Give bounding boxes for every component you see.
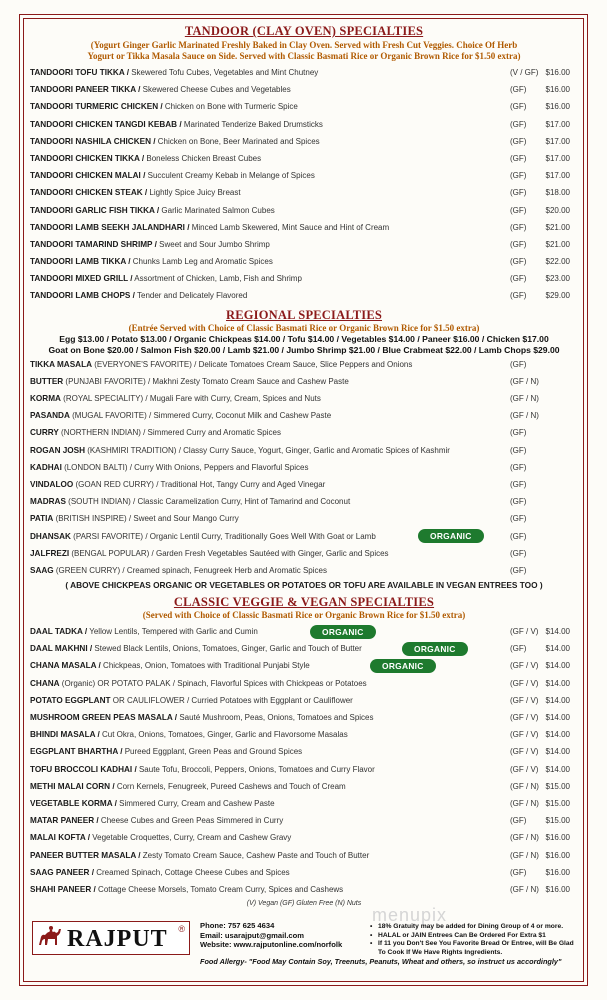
diet-tag: (GF) [510,153,527,163]
menu-item-row [30,133,578,150]
item-description: / Organic Lentil Curry, Traditionally Goes Well With Goat or Lamb [143,531,376,541]
item-name: MADRAS [30,497,66,507]
item-name: BUTTER [30,376,64,386]
organic-badge: ORGANIC [370,659,436,673]
item-description: Tender and Delicately Flavored [134,291,248,301]
item-description: Cottage Cheese Morsels, Tomato Cream Curry, Spices and Cashews [95,884,344,894]
item-name: KORMA [30,394,61,403]
item-description: Skewered Tofu Cubes, Vegetables and Mint Chutney [129,68,319,77]
item-description: Zesty Tomato Cream Sauce, Cashew Paste and Touch of Butter [140,850,370,860]
menu-item-row [30,864,578,881]
item-description: / Garden Fresh Vegetables Sautéed with Ginger, Garlic and Spices [149,548,389,558]
item-description: Creamed Spinach, Cottage Cheese Cubes and Spices [94,867,290,877]
item-description: / Sweet and Sour Mango Curry [126,514,239,524]
item-description: Chicken on Bone, Beer Marinated and Spices [155,136,320,146]
veggie-subtitle: (Served with Choice of Classic Basmati Rice or Organic Brown Rice for $1.50 extra) [142,610,466,621]
menu-item-row [30,64,578,81]
menu-item-row [30,442,578,459]
diet-tag: (GF / V) [510,661,539,671]
item-description: Skewered Cheese Cubes and Vegetables [140,85,291,95]
item-price: $20.00 [545,205,570,215]
menu-item-row [30,640,578,657]
item-description: Sauté Mushroom, Peas, Onions, Tomatoes and Spices [177,713,374,722]
diet-tag: (GF) [510,222,527,232]
item-name: TANDOORI LAMB SEEKH JALANDHARI / [30,222,190,232]
item-price: $21.00 [545,222,570,232]
menu-item-row [30,253,578,270]
diet-tag: (GF) [510,119,527,129]
item-price: $14.00 [545,747,570,757]
item-name: TANDOORI TOFU TIKKA / [30,68,129,77]
diet-tag: (GF) [510,359,527,369]
item-name: VEGETABLE KORMA / [30,798,117,808]
item-name: TANDOORI TAMARIND SHRIMP / [30,239,157,249]
regional-prices-line-2: Goat on Bone $20.00 / Salmon Fish $20.00 / Lamb $21.00 / Jumbo Shrimp $21.00 / Blue Crabmeat $22.00 / Lamb Chops $29.00 [48,344,560,355]
item-name: TANDOORI GARLIC FISH TIKKA / [30,205,160,215]
item-name: TANDOORI PANEER TIKKA / [30,85,141,95]
item-region: (SOUTH INDIAN) [65,497,131,507]
menu-item-row [30,743,578,760]
diet-tag: (GF / N) [510,798,539,808]
item-price: $16.00 [545,102,570,112]
item-region: (BENGAL POPULAR) [69,548,150,558]
diet-tag: (GF) [510,257,527,267]
item-price: $14.00 [545,730,570,740]
item-name: PASANDA [30,411,70,421]
footer [30,919,578,979]
item-price: $17.00 [545,119,570,129]
item-region: (NORTHERN INDIAN) [58,428,141,438]
website-link[interactable]: Website: www.rajputonline.com/norfolk [200,940,343,949]
item-description: Pureed Eggplant, Green Peas and Ground Spices [122,747,303,757]
diet-tag: (GF) [510,514,527,524]
item-name: BHINDI MASALA / [30,730,100,740]
diet-tag: (GF) [510,274,527,284]
diet-tag: (GF / V) [510,627,539,637]
organic-badge: ORGANIC [402,642,468,656]
item-price: $22.00 [545,257,570,267]
menu-item-row [30,657,578,674]
registered-mark: ® [178,924,185,934]
item-region: (LONDON BALTI) [61,462,128,472]
item-description: / Traditional Hot, Tangy Curry and Aged Vinegar [153,479,326,489]
menu-item-row [30,202,578,219]
menu-item-row [30,493,578,510]
diet-legend: (V) Vegan (GF) Gluten Free (N) Nuts [246,900,362,908]
diet-tag: (GF / V) [510,695,539,705]
diet-tag: (GF) [510,497,527,507]
bullet-halal: • HALAL or JAIN Entrees Can Be Ordered For Extra $1 [370,932,578,941]
item-price: $14.00 [545,661,570,671]
item-price: $16.00 [545,850,570,860]
diet-tag: (GF) [510,291,527,301]
item-description: Vegetable Croquettes, Curry, Cream and Cashew Gravy [90,833,292,843]
item-description: Chicken on Bone with Turmeric Spice [162,102,298,112]
item-description: Chunks Lamb Leg and Aromatic Spices [130,257,273,267]
item-price: $16.00 [545,85,570,95]
item-description: / Mugali Fare with Curry, Cream, Spices and Nuts [143,394,321,403]
item-description: / Delicate Tomatoes Cream Sauce, Slice Peppers and Onions [191,359,413,369]
item-name: CURRY [30,428,59,438]
item-name: POTATO EGGPLANT [30,695,111,705]
item-name: EGGPLANT BHARTHA / [30,747,123,757]
item-description: Stewed Black Lentils, Onions, Tomatoes, Ginger, Garlic and Touch of Butter [92,644,362,654]
item-description: Assortment of Chicken, Lamb, Fish and Shrimp [132,274,302,284]
item-name: DAAL TADKA / [30,627,88,637]
menu-item-row [30,847,578,864]
item-price: $29.00 [545,291,570,301]
menu-item-row [30,407,578,424]
policy-bullets [370,923,578,957]
diet-tag: (GF / N) [510,884,539,894]
organic-badge: ORGANIC [418,529,484,543]
menu-item-row [30,476,578,493]
item-description: Saute Tofu, Broccoli, Peppers, Onions, Tomatoes and Curry Flavor [136,764,375,774]
item-price: $14.00 [545,713,570,722]
diet-tag: (GF) [510,85,527,95]
diet-tag: (GF) [510,548,527,558]
bullet-favorite: • If 11 you Don't See You Favorite Bread Or Entree, will Be Glad To Cook If We Have Rights Ingredients. [370,940,578,957]
regional-title: REGIONAL SPECIALTIES [225,307,383,322]
item-price: $14.00 [545,764,570,774]
diet-tag: (GF / N) [510,850,539,860]
diet-tag: (GF / N) [510,394,539,403]
item-name: SHAHI PANEER / [30,884,96,894]
diet-tag: (GF) [510,565,527,575]
diet-tag: (GF) [510,428,527,438]
menu-item-row [30,778,578,795]
diet-tag: (GF) [510,136,527,146]
regional-prices-line-1: Egg $13.00 / Potato $13.00 / Organic Chickpeas $14.00 / Tofu $14.00 / Vegetables $14.00 / Paneer $16.00 / Chicken $17.00 [59,333,549,344]
diet-tag: (GF / N) [510,376,539,386]
menu-item-row [30,692,578,709]
item-price: $14.00 [545,627,570,637]
item-name: PANEER BUTTER MASALA / [30,850,141,860]
diet-tag: (GF) [510,531,527,541]
menu-item-row [30,116,578,133]
item-price: $17.00 [545,153,570,163]
contact-info [200,921,342,950]
regional-subtitle: (Entrée Served with Choice of Classic Basmati Rice or Organic Brown Rice for $1.50 extra) [128,322,480,333]
item-region: (KASHMIRI TRADITION) [85,445,177,455]
item-price: $14.00 [545,644,570,654]
menu-item-row [30,236,578,253]
item-name: DHANSAK [30,531,71,541]
item-region: (EVERYONE'S FAVORITE) [92,359,192,369]
diet-tag: (GF / V) [510,764,539,774]
item-name: MALAI KOFTA / [30,833,91,843]
diet-tag: (GF) [510,445,527,455]
item-region: (PARSI FAVORITE) [70,531,144,541]
item-price: $14.00 [545,678,570,688]
item-description: Boneless Chicken Breast Cubes [144,153,262,163]
item-description: / Curry With Onions, Peppers and Flavorful Spices [127,462,309,472]
diet-tag: (GF) [510,867,527,877]
menu-item-row [30,424,578,441]
menu-item-row [30,709,578,726]
item-name: TANDOORI NASHILA CHICKEN / [30,136,156,146]
item-price: $15.00 [545,781,570,791]
item-name: CHANA [30,678,60,688]
item-price: $15.00 [545,816,570,826]
item-name: SAAG PANEER / [30,867,94,877]
item-description: / Creamed spinach, Fenugreek Herb and Aromatic Spices [120,565,327,575]
item-name: TOFU BROCCOLI KADHAI / [30,764,137,774]
item-description: Succulent Creamy Kebab in Melange of Spices [145,171,315,181]
menu-item-row [30,98,578,115]
menu-item-row [30,270,578,287]
menu-item-row [30,812,578,829]
diet-tag: (GF) [510,479,527,489]
diet-tag: (GF) [510,239,527,249]
diet-tag: (GF / N) [510,411,539,421]
menu-item-row [30,623,578,640]
item-price: $16.00 [545,867,570,877]
diet-tag: (GF) [510,644,527,654]
item-region: (BRITISH INSPIRE) [53,514,127,524]
item-price: $16.00 [545,68,570,77]
item-description: Cheese Cubes and Green Peas Simmered in Curry [98,816,284,826]
item-name: TANDOORI MIXED GRILL / [30,274,133,284]
item-description: / Simmered Curry and Aromatic Spices [140,428,281,438]
item-name: METHI MALAI CORN / [30,781,115,791]
item-name: SAAG [30,565,54,575]
item-description: Minced Lamb Skewered, Mint Sauce and Hint of Cream [189,222,390,232]
item-description: Garlic Marinated Salmon Cubes [159,205,275,215]
camel-rider-icon [35,923,65,953]
menu-content [30,24,578,909]
item-name: TANDOORI CHICKEN MALAI / [30,171,146,181]
menu-item-row [30,81,578,98]
menu-item-row [30,150,578,167]
watermark: menupix [372,905,448,925]
menu-item-row [30,528,578,545]
menu-item-row [30,373,578,390]
diet-tag: (GF) [510,171,527,181]
item-description: Yellow Lentils, Tempered with Garlic and Cumin [87,627,258,637]
menu-item-row [30,167,578,184]
diet-tag: (GF / V) [510,747,539,757]
vegan-availability-note: ( ABOVE CHICKPEAS ORGANIC OR VEGETABLES OR POTATOES OR TOFU ARE AVAILABLE IN VEGAN ENTREES TOO ) [65,580,543,591]
item-price: $18.00 [545,188,570,198]
menu-item-row [30,184,578,201]
organic-badge: ORGANIC [310,625,376,639]
tandoor-subtitle-2: Yogurt or Tikka Masala Sauce on Side. Served with Classic Basmati Rice or Organic Brown Rice for $1.50 extra) [87,51,521,61]
menu-item-row [30,219,578,236]
item-price: $21.00 [545,239,570,249]
item-price: $23.00 [545,274,570,284]
diet-tag: (GF / V) [510,678,539,688]
menu-item-row [30,390,578,407]
item-region: (PUNJABI FAVORITE) [63,376,146,386]
item-description: / Makhni Zesty Tomato Cream Sauce and Cashew Paste [145,376,349,386]
item-name: MATAR PANEER / [30,816,99,826]
diet-tag: (V / GF) [510,68,539,77]
item-description: Sweet and Sour Jumbo Shrimp [156,239,270,249]
item-description: Cut Okra, Onions, Tomatoes, Ginger, Garlic and Flavorsome Masalas [99,730,348,740]
diet-tag: (GF / N) [510,833,539,843]
phone-text: Phone: 757 625 4634 [200,921,275,930]
menu-item-row [30,795,578,812]
menu-item-row [30,459,578,476]
menu-item-row [30,881,578,898]
item-description: / Classic Caramelization Curry, Hint of Tamarind and Coconut [130,497,351,507]
email-text: Email: usarajput@gmail.com [200,930,305,940]
item-description: (Organic) OR POTATO PALAK / Spinach, Flavorful Spices with Chickpeas or Potatoes [59,678,367,688]
item-name: TANDOORI CHICKEN STEAK / [30,188,148,198]
rajput-logo [32,921,190,955]
menu-item-row [30,562,578,579]
food-allergy-note: Food Allergy- "Food May Contain Soy, Treenuts, Peanuts, Wheat and others, so instruct us accordingly" [200,957,562,966]
diet-tag: (GF) [510,462,527,472]
item-name: DAAL MAKHNI / [30,644,93,654]
tandoor-subtitle-1: (Yogurt Ginger Garlic Marinated Freshly Baked in Clay Oven. Served with Fresh Cut Veggies. Choice Of Herb [90,40,518,50]
item-region: (GOAN RED CURRY) [73,479,154,489]
item-price: $15.00 [545,798,570,808]
item-name: TANDOORI TURMERIC CHICKEN / [30,102,163,112]
menu-item-row [30,356,578,373]
item-description: / Classy Curry Sauce, Yogurt, Ginger, Garlic and Aromatic Spices of Kashmir [176,445,450,455]
menu-item-row [30,545,578,562]
diet-tag: (GF) [510,188,527,198]
veggie-title: CLASSIC VEGGIE & VEGAN SPECIALTIES [173,595,435,610]
menu-item-row [30,829,578,846]
item-name: JALFREZI [30,548,70,558]
item-name: MUSHROOM GREEN PEAS MASALA / [30,713,178,722]
menu-item-row [30,726,578,743]
item-price: $16.00 [545,833,570,843]
menu-item-row [30,287,578,304]
item-name: TANDOORI LAMB CHOPS / [30,291,135,301]
item-name: TIKKA MASALA [30,359,93,369]
item-name: TANDOORI LAMB TIKKA / [30,257,131,267]
diet-tag: (GF / V) [510,713,539,722]
menu-item-row [30,510,578,527]
veggie-list [30,623,578,898]
item-region: (ROYAL SPECIALITY) [60,394,144,403]
logo-text: RAJPUT [67,926,168,952]
diet-tag: (GF) [510,102,527,112]
item-price: $17.00 [545,171,570,181]
diet-tag: (GF) [510,205,527,215]
item-description: Lightly Spice Juicy Breast [147,188,241,198]
diet-tag: (GF / V) [510,730,539,740]
item-name: PATIA [30,514,54,524]
diet-tag: (GF) [510,816,527,826]
tandoor-list [30,64,578,305]
tandoor-title: TANDOOR (CLAY OVEN) SPECIALTIES [184,24,424,38]
item-name: ROGAN JOSH [30,445,86,455]
item-description: / Simmered Curry, Coconut Milk and Cashew Paste [146,411,332,421]
item-price: $14.00 [545,695,570,705]
item-name: VINDALOO [30,479,74,489]
menu-item-row [30,675,578,692]
item-description: Corn Kernels, Fenugreek, Pureed Cashews and Touch of Cream [114,781,346,791]
item-region: (GREEN CURRY) [53,565,121,575]
item-name: TANDOORI CHICKEN TANGDI KEBAB / [30,119,182,129]
item-description: Simmered Curry, Cream and Cashew Paste [116,798,275,808]
menu-item-row [30,761,578,778]
diet-tag: (GF / N) [510,781,539,791]
item-price: $16.00 [545,884,570,894]
bullet-gratuity: • 18% Gratuity may be added for Dining Group of 4 or more. [370,923,578,932]
item-name: CHANA MASALA / [30,661,101,671]
item-price: $17.00 [545,136,570,146]
item-name: KADHAI [30,462,62,472]
item-name: TANDOORI CHICKEN TIKKA / [30,153,145,163]
item-region: (MUGAL FAVORITE) [69,411,147,421]
item-description: Marinated Tenderize Baked Drumsticks [181,119,323,129]
item-description: Chickpeas, Onion, Tomatoes with Traditional Punjabi Style [100,661,310,671]
regional-list [30,356,578,579]
item-description: OR CAULIFLOWER / Curried Potatoes with Eggplant or Cauliflower [110,695,353,705]
